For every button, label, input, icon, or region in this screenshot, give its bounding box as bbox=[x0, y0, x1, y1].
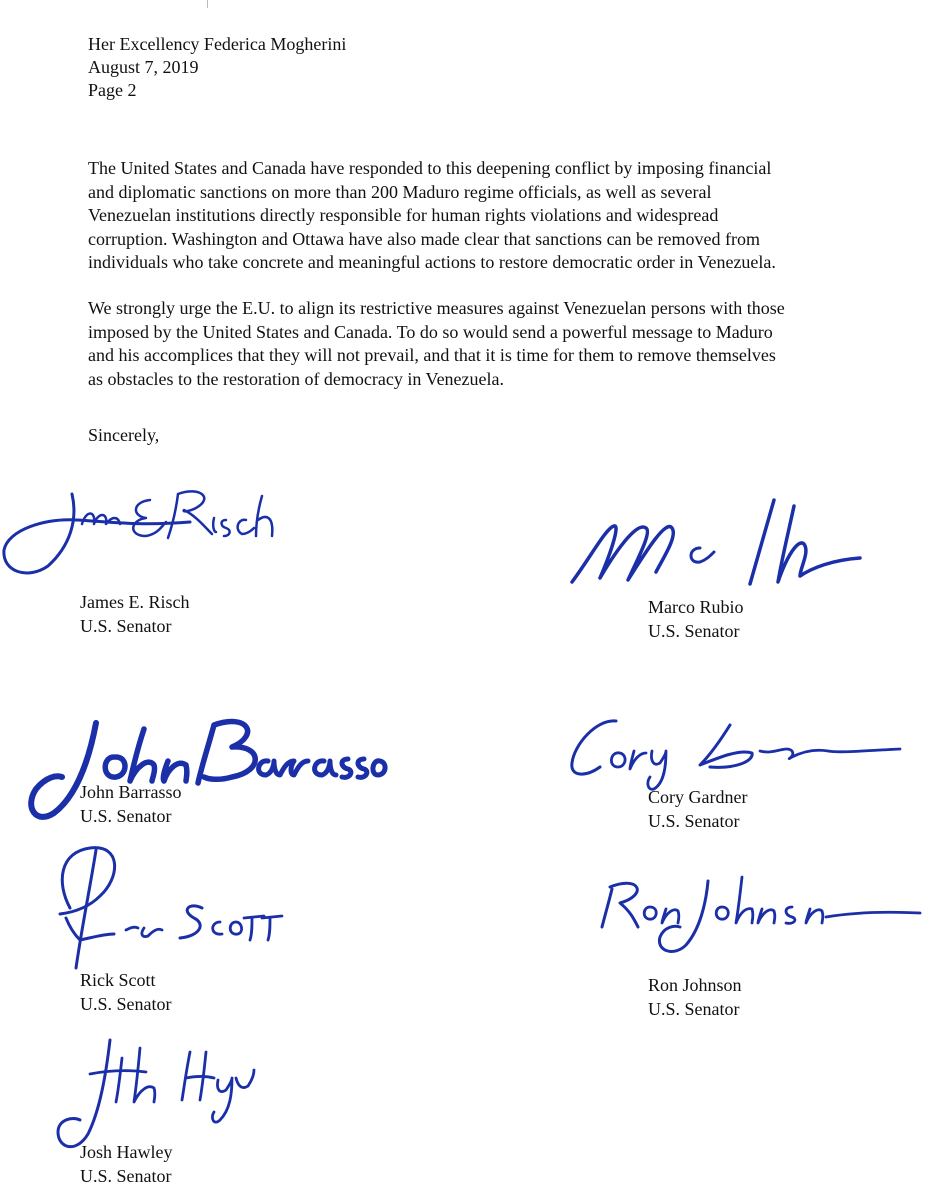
signatory-name: Marco Rubio bbox=[648, 597, 744, 617]
recipient-line: Her Excellency Federica Mogherini bbox=[88, 34, 347, 54]
signatory-scott bbox=[80, 968, 172, 1016]
signatory-johnson bbox=[648, 973, 742, 1021]
signatory-rubio bbox=[648, 595, 743, 643]
signatory-name: Rick Scott bbox=[80, 970, 156, 990]
paragraph-line: Venezuelan institutions directly responsible for human rights violations and widespread bbox=[88, 205, 719, 225]
signature-scott bbox=[30, 838, 310, 978]
signatory-title: U.S. Senator bbox=[80, 994, 172, 1014]
signatory-risch bbox=[80, 590, 190, 638]
signatory-title: U.S. Senator bbox=[648, 999, 740, 1019]
signatory-hawley bbox=[80, 1140, 173, 1188]
signatory-title: U.S. Senator bbox=[80, 806, 172, 826]
signatory-gardner bbox=[648, 785, 747, 833]
signatory-name: John Barrasso bbox=[80, 782, 182, 802]
signatory-name: Ron Johnson bbox=[648, 975, 742, 995]
signature-johnson bbox=[590, 855, 930, 965]
letter-header bbox=[88, 33, 346, 102]
paragraph-line: imposed by the United States and Canada. To do so would send a powerful message to Maduro bbox=[88, 321, 773, 342]
signatory-title: U.S. Senator bbox=[80, 1166, 172, 1186]
signatory-title: U.S. Senator bbox=[648, 621, 740, 641]
signatory-name: Cory Gardner bbox=[648, 787, 748, 807]
body-paragraph-2 bbox=[88, 297, 888, 391]
signature-barrasso bbox=[18, 695, 398, 835]
paragraph-line: The United States and Canada have responded to this deepening conflict by imposing financial bbox=[88, 158, 772, 178]
paragraph-line: as obstacles to the restoration of democracy in Venezuela. bbox=[88, 368, 505, 389]
paragraph-line: individuals who take concrete and meaningful actions to restore democratic order in Venezuela. bbox=[88, 252, 776, 272]
signatory-title: U.S. Senator bbox=[80, 616, 172, 636]
paragraph-line: We strongly urge the E.U. to align its restrictive measures against Venezuelan persons with those bbox=[88, 298, 785, 318]
closing-salutation: Sincerely, bbox=[88, 425, 160, 445]
paragraph-line: and his accomplices that they will not prevail, and that it is time for them to remove themselves bbox=[88, 345, 776, 365]
signatory-barrasso bbox=[80, 780, 182, 828]
paragraph-line: corruption. Washington and Ottawa have also made clear that sanctions can be removed from bbox=[88, 228, 760, 249]
date-line: August 7, 2019 bbox=[88, 57, 199, 77]
body-paragraph-1 bbox=[88, 157, 888, 275]
signature-risch bbox=[0, 480, 300, 580]
page-number: Page 2 bbox=[88, 80, 137, 100]
paragraph-line: and diplomatic sanctions on more than 200 Maduro regime officials, as well as several bbox=[88, 181, 712, 202]
signatory-name: Josh Hawley bbox=[80, 1142, 173, 1162]
signature-gardner bbox=[560, 705, 920, 795]
signatory-title: U.S. Senator bbox=[648, 811, 740, 831]
signatory-name: James E. Risch bbox=[80, 592, 190, 612]
scan-mark bbox=[207, 0, 208, 8]
